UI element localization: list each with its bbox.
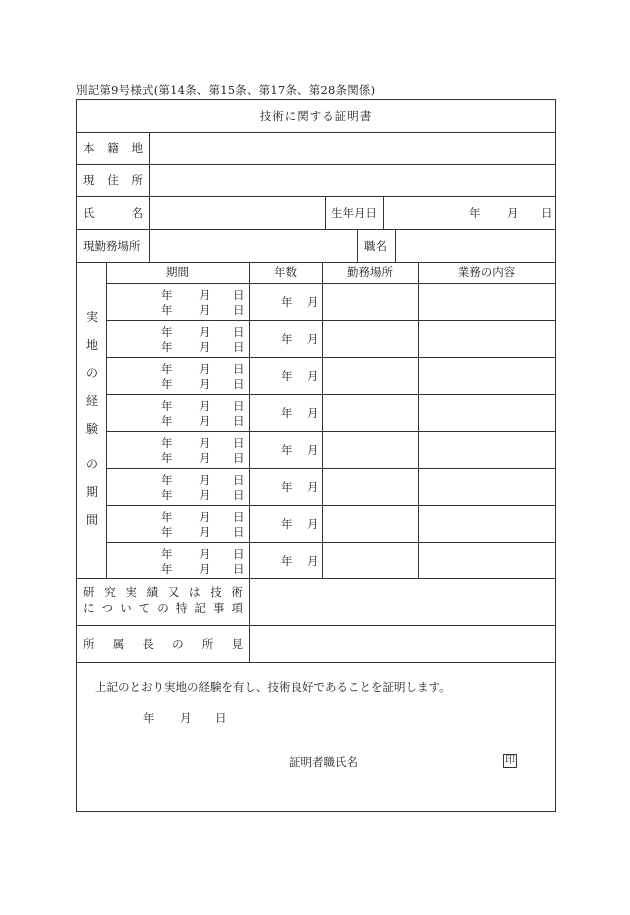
years-month-unit: 月 <box>307 443 319 457</box>
experience-place-field[interactable] <box>323 543 418 579</box>
period-month-unit: 月 <box>199 340 211 354</box>
opinion-label: 所 属 長 の 所 見 <box>83 637 243 651</box>
period-year-unit: 年 <box>161 399 173 413</box>
experience-content-field[interactable] <box>419 432 555 468</box>
birth-date-label: 生年月日 <box>331 206 377 220</box>
cert-day-unit: 日 <box>215 711 227 725</box>
period-month-unit: 月 <box>199 325 211 339</box>
experience-content-field[interactable] <box>419 506 555 542</box>
years-year-unit: 年 <box>281 406 293 420</box>
experience-place-field[interactable] <box>323 432 418 468</box>
period-year-unit: 年 <box>161 414 173 428</box>
period-year-unit: 年 <box>161 288 173 302</box>
period-month-unit: 月 <box>199 303 211 317</box>
experience-side-char: 経 <box>85 394 98 408</box>
genjusho-field[interactable] <box>150 165 555 196</box>
rule <box>77 662 555 663</box>
honseki-field[interactable] <box>150 133 555 164</box>
position-label: 職名 <box>364 239 387 253</box>
experience-side-char: 実 <box>85 310 98 324</box>
seal-icon: 印 <box>505 755 515 766</box>
research-field[interactable] <box>250 579 555 625</box>
years-year-unit: 年 <box>281 369 293 383</box>
years-month-unit: 月 <box>307 517 319 531</box>
period-year-unit: 年 <box>161 303 173 317</box>
period-day-unit: 日 <box>233 488 245 502</box>
experience-side-char: 期 <box>85 485 98 499</box>
period-day-unit: 日 <box>233 399 245 413</box>
experience-place-field[interactable] <box>323 284 418 320</box>
period-year-unit: 年 <box>161 362 173 376</box>
period-year-unit: 年 <box>161 340 173 354</box>
experience-side-char: 地 <box>85 338 98 352</box>
period-month-unit: 月 <box>199 414 211 428</box>
birth-day-unit: 日 <box>541 206 553 220</box>
period-year-unit: 年 <box>161 436 173 450</box>
experience-content-field[interactable] <box>419 543 555 579</box>
position-field[interactable] <box>396 230 555 262</box>
period-month-unit: 月 <box>199 451 211 465</box>
cert-month-unit: 月 <box>180 711 192 725</box>
years-month-unit: 月 <box>307 554 319 568</box>
experience-side-char: の <box>85 366 98 380</box>
period-day-unit: 日 <box>233 325 245 339</box>
workplace-field[interactable] <box>150 230 357 262</box>
period-day-unit: 日 <box>233 340 245 354</box>
experience-place-field[interactable] <box>323 358 418 394</box>
period-day-unit: 日 <box>233 303 245 317</box>
experience-place-field[interactable] <box>323 469 418 505</box>
certificate-form <box>76 99 556 812</box>
period-month-unit: 月 <box>199 525 211 539</box>
period-month-unit: 月 <box>199 488 211 502</box>
period-day-unit: 日 <box>233 510 245 524</box>
period-month-unit: 月 <box>199 362 211 376</box>
period-month-unit: 月 <box>199 377 211 391</box>
experience-content-field[interactable] <box>419 358 555 394</box>
experience-side-char: 間 <box>85 513 98 527</box>
period-year-unit: 年 <box>161 473 173 487</box>
period-day-unit: 日 <box>233 451 245 465</box>
experience-place-field[interactable] <box>323 506 418 542</box>
period-day-unit: 日 <box>233 547 245 561</box>
period-year-unit: 年 <box>161 325 173 339</box>
rule <box>325 196 326 229</box>
period-day-unit: 日 <box>233 436 245 450</box>
period-year-unit: 年 <box>161 377 173 391</box>
years-month-unit: 月 <box>307 295 319 309</box>
research-label-line2: に つ い て の 特 記 事 項 <box>83 601 243 615</box>
period-day-unit: 日 <box>233 473 245 487</box>
rule <box>383 196 384 229</box>
years-year-unit: 年 <box>281 295 293 309</box>
years-month-unit: 月 <box>307 369 319 383</box>
period-month-unit: 月 <box>199 510 211 524</box>
period-day-unit: 日 <box>233 362 245 376</box>
experience-side-char: 験 <box>85 422 98 436</box>
form-title: 技術に関する証明書 <box>259 109 373 123</box>
shimei-field[interactable] <box>150 197 325 229</box>
period-year-unit: 年 <box>161 488 173 502</box>
years-year-unit: 年 <box>281 332 293 346</box>
research-label-line1: 研 究 実 績 又 は 技 術 <box>83 585 243 599</box>
header-place: 勤務場所 <box>347 265 393 279</box>
genjusho-label: 現 住 所 <box>83 173 143 187</box>
header-years: 年数 <box>274 265 297 279</box>
period-month-unit: 月 <box>199 399 211 413</box>
experience-content-field[interactable] <box>419 469 555 505</box>
experience-content-field[interactable] <box>419 284 555 320</box>
years-year-unit: 年 <box>281 517 293 531</box>
cert-year-unit: 年 <box>143 711 155 725</box>
experience-content-field[interactable] <box>419 321 555 357</box>
experience-content-field[interactable] <box>419 395 555 431</box>
years-year-unit: 年 <box>281 480 293 494</box>
period-month-unit: 月 <box>199 473 211 487</box>
period-month-unit: 月 <box>199 562 211 576</box>
rule <box>249 262 250 578</box>
shimei-label: 氏 名 <box>83 206 143 220</box>
years-month-unit: 月 <box>307 406 319 420</box>
period-year-unit: 年 <box>161 510 173 524</box>
opinion-field[interactable] <box>250 626 555 662</box>
certifier-label: 証明者職氏名 <box>289 755 358 769</box>
years-year-unit: 年 <box>281 443 293 457</box>
period-year-unit: 年 <box>161 451 173 465</box>
period-day-unit: 日 <box>233 288 245 302</box>
honseki-label: 本 籍 地 <box>83 141 143 155</box>
rule <box>357 229 358 262</box>
workplace-label: 現勤務場所 <box>83 239 141 253</box>
period-day-unit: 日 <box>233 414 245 428</box>
experience-side-char: の <box>85 457 98 471</box>
certification-statement: 上記のとおり実地の経験を有し、技術良好であることを証明します。 <box>95 680 451 694</box>
period-month-unit: 月 <box>199 288 211 302</box>
years-month-unit: 月 <box>307 332 319 346</box>
period-day-unit: 日 <box>233 377 245 391</box>
header-period: 期間 <box>166 265 189 279</box>
period-year-unit: 年 <box>161 562 173 576</box>
experience-place-field[interactable] <box>323 395 418 431</box>
period-day-unit: 日 <box>233 562 245 576</box>
experience-place-field[interactable] <box>323 321 418 357</box>
years-month-unit: 月 <box>307 480 319 494</box>
form-caption: 別記第9号様式(第14条、第15条、第17条、第28条関係) <box>76 83 376 97</box>
period-day-unit: 日 <box>233 525 245 539</box>
period-month-unit: 月 <box>199 436 211 450</box>
rule <box>106 262 107 578</box>
rule <box>77 262 555 263</box>
birth-year-unit: 年 <box>469 206 481 220</box>
years-year-unit: 年 <box>281 554 293 568</box>
period-month-unit: 月 <box>199 547 211 561</box>
header-content: 業務の内容 <box>457 265 516 279</box>
period-year-unit: 年 <box>161 547 173 561</box>
birth-month-unit: 月 <box>507 206 519 220</box>
period-year-unit: 年 <box>161 525 173 539</box>
